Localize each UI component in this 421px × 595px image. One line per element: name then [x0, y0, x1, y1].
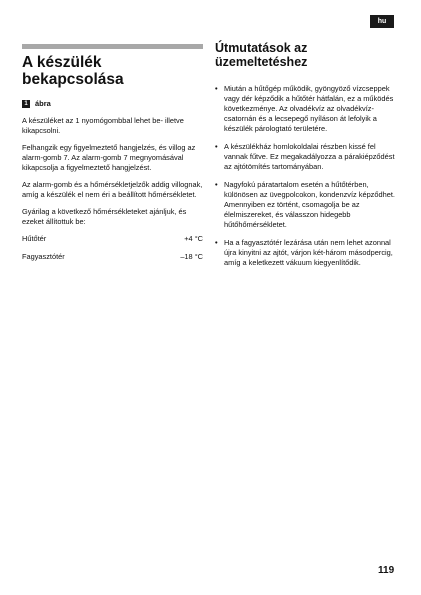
- tip-text: Ha a fagyasztótér lezárása után nem lehet azonnal újra kinyitni az ajtót, várjon két-három másodpercig, amíg a keletkezett vákuum kiegyenlítődik.: [224, 238, 393, 267]
- list-item: [215, 142, 398, 172]
- bullet-icon: •: [215, 180, 218, 189]
- figure-label: ábra: [35, 99, 51, 108]
- temperature-label: Hűtőtér: [22, 234, 47, 243]
- section-title: A készülék bekapcsolása: [22, 54, 124, 88]
- tip-text: Nagyfokú páratartalom esetén a hűtőtérben, különösen az üvegpolcokon, kondenzvíz képződhet. Amennyiben ez történt, csomagolja be az élelmiszereket, és válasszon hidegebb hűtőhőmérsékletet.: [224, 180, 395, 229]
- bullet-icon: •: [215, 142, 218, 151]
- temperature-row: [22, 234, 203, 244]
- right-column: [215, 41, 398, 276]
- list-item: [215, 238, 398, 268]
- tip-text: Miután a hűtőgép működik, gyöngyöző vízcseppek vagy dér képződik a hűtőtér hátfalán, ez a működés következménye. Az olvadékvíz az olvadékvíz-csatornán és a lecsepegő nyíláson át lefolyik a készülék párologtató területére.: [224, 84, 394, 133]
- paragraph: Felhangzik egy figyelmeztető hangjelzés, és villog az alarm-gomb 7. Az alarm-gomb 7 megnyomásával kikapcsolja a figyelmeztető hangjelzést.: [22, 143, 196, 172]
- paragraph: A készüléket az 1 nyomógombbal lehet be- illetve kikapcsolni.: [22, 116, 184, 135]
- bullet-icon: •: [215, 84, 218, 93]
- tips-list: [215, 84, 398, 268]
- paragraph: Gyárilag a következő hőmérsékleteket ajánljuk, és ezeket állítottuk be:: [22, 207, 187, 226]
- temperature-value: –18 °C: [180, 252, 203, 261]
- section-divider: [22, 44, 203, 49]
- tip-text: A készülékház homlokoldalai részben kissé fel vannak fűtve. Ez megakadályozza a párakiépződést az ajtótömítés tartományában.: [224, 142, 395, 171]
- tips-title: Útmutatások az üzemeltetéshez: [215, 41, 308, 69]
- paragraph: Az alarm-gomb és a hőmérsékletjelzők addig villognak, amíg a készülék el nem éri a beállított hőmérsékletet.: [22, 180, 203, 199]
- language-badge: hu: [370, 15, 394, 28]
- bullet-icon: •: [215, 238, 218, 247]
- left-column: [22, 44, 203, 270]
- temperature-label: Fagyasztótér: [22, 252, 65, 261]
- figure-marker-icon: 1: [22, 100, 30, 108]
- temperature-row: [22, 252, 203, 262]
- list-item: [215, 84, 398, 134]
- page-number: 119: [378, 565, 395, 576]
- temperature-value: +4 °C: [184, 234, 203, 243]
- figure-reference: [22, 99, 203, 108]
- list-item: [215, 180, 398, 230]
